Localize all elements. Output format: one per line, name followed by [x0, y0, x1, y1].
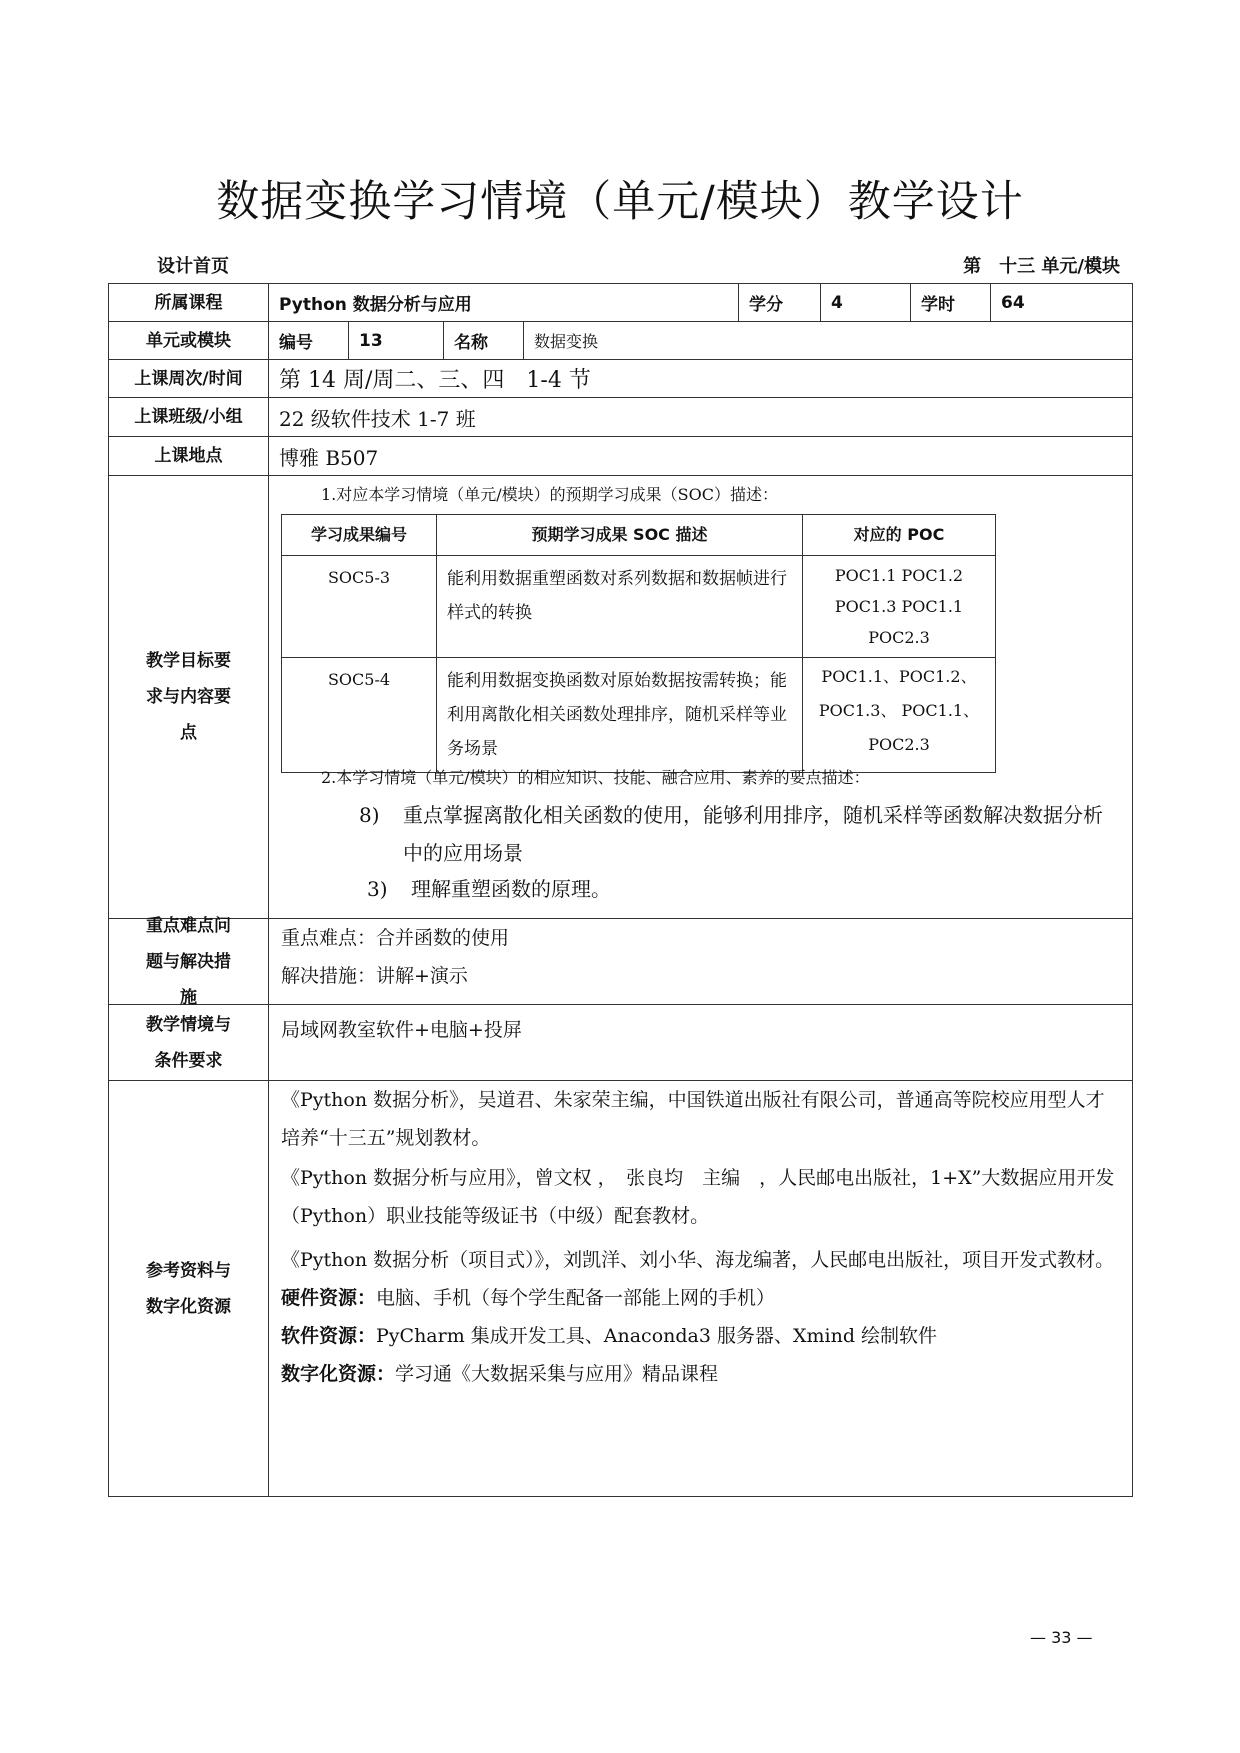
credit-label: 学分: [739, 284, 821, 321]
difficulty-text: 重点难点：合并函数的使用: [281, 927, 510, 949]
credit-value: 4: [821, 284, 911, 321]
reference-item: 《Python 数据分析》，吴道君、朱家荣主编，中国铁道出版社有限公司，普通高等院校应用型人才培养“十三五”规划教材。: [281, 1089, 1105, 1149]
document-title: 数据变换学习情境（单元/模块）教学设计: [216, 177, 1024, 227]
points-intro: 2.本学习情境（单元/模块）的相应知识、技能、融合应用、素养的要点描述：: [321, 768, 870, 787]
point-item: 8) 重点掌握离散化相关函数的使用，能够利用排序，随机采样等函数解决数据分析中的应用场景: [359, 803, 1103, 865]
place-value: 博雅 B507: [279, 445, 379, 470]
unit-no-value: 13: [349, 322, 444, 359]
reference-item: 《Python 数据分析（项目式）》，刘凯洋、刘小华、海龙编著，人民邮电出版社，项目开发式教材。: [281, 1249, 1115, 1271]
hours-label: 学时: [911, 284, 991, 321]
resources-label: 参考资料与数字化资源: [109, 1081, 269, 1496]
soc-row: [282, 658, 996, 773]
soc-header-desc: 预期学习成果 SOC 描述: [437, 515, 803, 556]
course-value: Python 数据分析与应用: [269, 284, 739, 321]
digital-resources: 数字化资源：学习通《大数据采集与应用》精品课程: [281, 1363, 719, 1385]
unit-name-label: 名称: [444, 322, 524, 359]
reference-item: 《Python 数据分析与应用》，曾文权 ， 张良均 主编 ，人民邮电出版社，1+X”大数据应用开发（Python）职业技能等级证书（中级）配套教材。: [281, 1167, 1115, 1227]
schedule-value: 第 14 周/周二、三、四 1-4 节: [279, 368, 591, 393]
unit-no-label: 编号: [269, 322, 349, 359]
schedule-row: [109, 360, 1132, 398]
schedule-label: 上课周次/时间: [109, 360, 269, 397]
soc-poc: POC1.1 POC1.2 POC1.3 POC1.1 POC2.3: [803, 556, 996, 658]
software-resources: 软件资源：PyCharm 集成开发工具、Anaconda3 服务器、Xmind 绘制软件: [281, 1325, 938, 1347]
place-row: [109, 437, 1132, 476]
soc-desc: 能利用数据重塑函数对系列数据和数据帧进行样式的转换: [437, 556, 803, 658]
goals-content: [269, 476, 1132, 918]
unit-label: 单元或模块: [109, 322, 269, 359]
soc-id: SOC5-3: [282, 556, 437, 658]
goals-row: [109, 476, 1132, 919]
hours-value: 64: [1001, 292, 1025, 313]
soc-table: [281, 514, 996, 773]
unit-row: [109, 322, 1132, 360]
class-label: 上课班级/小组: [109, 398, 269, 436]
class-row: [109, 398, 1132, 437]
conditions-value: 局域网教室软件+电脑+投屏: [281, 1019, 522, 1041]
course-label: 所属课程: [109, 284, 269, 321]
soc-header-poc: 对应的 POC: [803, 515, 996, 556]
soc-intro: 1.对应本学习情境（单元/模块）的预期学习成果（SOC）描述：: [321, 485, 778, 504]
place-label: 上课地点: [109, 437, 269, 475]
conditions-label: 教学情境与条件要求: [109, 1005, 269, 1080]
soc-desc: 能利用数据变换函数对原始数据按需转换；能利用离散化相关函数处理排序，随机采样等业务场景: [437, 658, 803, 773]
point-item: 3) 理解重塑函数的原理。: [367, 877, 611, 901]
difficulty-content: [269, 919, 1132, 1004]
hardware-resources: 硬件资源：电脑、手机（每个学生配备一部能上网的手机）: [281, 1287, 776, 1309]
unit-number-label: 第 十三 单元/模块: [963, 256, 1120, 277]
soc-poc: POC1.1、POC1.2、POC1.3、 POC1.1、POC2.3: [803, 658, 996, 773]
solution-text: 解决措施：讲解+演示: [281, 965, 468, 987]
soc-row: [282, 556, 996, 658]
goals-label: 教学目标要求与内容要点: [109, 476, 269, 918]
soc-header-id: 学习成果编号: [282, 515, 437, 556]
design-cover-label: 设计首页: [157, 256, 229, 277]
soc-id: SOC5-4: [282, 658, 437, 773]
course-row: [109, 284, 1132, 322]
page-number: — 33 —: [1030, 1628, 1093, 1647]
class-value: 22 级软件技术 1-7 班: [279, 406, 476, 431]
conditions-row: [109, 1005, 1132, 1081]
resources-content: [269, 1081, 1132, 1496]
resources-row: [109, 1081, 1132, 1496]
difficulty-label: 重点难点问题与解决措施: [109, 919, 269, 1004]
soc-header-row: [282, 515, 996, 556]
unit-name-value: 数据变换: [534, 332, 599, 351]
design-table: [108, 283, 1133, 1497]
difficulty-row: [109, 915, 1132, 1008]
